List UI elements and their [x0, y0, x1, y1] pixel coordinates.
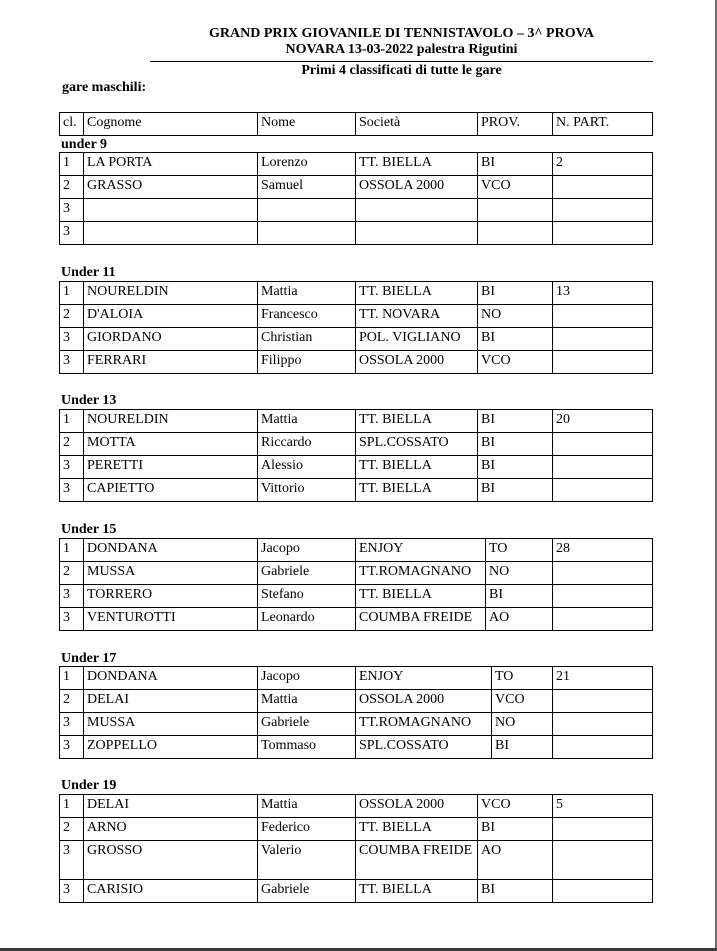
- cell-cognome: TORRERO: [84, 585, 258, 608]
- cell-nome: Riccardo: [258, 433, 356, 456]
- cell-prov: BI: [478, 433, 553, 456]
- column-header-cl: cl.: [60, 113, 84, 136]
- table-row: [60, 222, 653, 245]
- table-row: [60, 585, 653, 608]
- column-header-npart: N. PART.: [553, 113, 653, 136]
- cell-societa: POL. VIGLIANO: [356, 328, 478, 351]
- cell-npart: [553, 841, 653, 880]
- cell-cognome: D'ALOIA: [84, 305, 258, 328]
- cell-npart: [553, 690, 653, 713]
- cell-cl: 2: [60, 176, 84, 199]
- section-title: Under 19: [61, 778, 117, 793]
- cell-npart: 13: [553, 282, 653, 305]
- document-subtitle: NOVARA 13-03-2022 palestra Rigutini: [285, 42, 518, 57]
- cell-prov: TO: [486, 539, 553, 562]
- cell-cognome: MUSSA: [84, 562, 258, 585]
- cell-nome: Lorenzo: [258, 153, 356, 176]
- cell-prov: BI: [486, 585, 553, 608]
- cell-npart: 2: [553, 153, 653, 176]
- cell-nome: Mattia: [258, 282, 356, 305]
- results-table: [59, 666, 653, 759]
- table-row: [60, 456, 653, 479]
- table-row: [60, 479, 653, 502]
- cell-npart: [553, 351, 653, 374]
- cell-societa: OSSOLA 2000: [356, 690, 492, 713]
- cell-nome: Filippo: [258, 351, 356, 374]
- cell-societa: [356, 222, 478, 245]
- section-title: under 9: [61, 137, 108, 152]
- cell-npart: [553, 818, 653, 841]
- cell-npart: 20: [553, 410, 653, 433]
- cell-societa: OSSOLA 2000: [356, 795, 478, 818]
- cell-societa: TT. BIELLA: [356, 456, 478, 479]
- cell-cognome: [84, 222, 258, 245]
- cell-cl: 3: [60, 222, 84, 245]
- cell-cl: 3: [60, 199, 84, 222]
- table-row: [60, 328, 653, 351]
- cell-cognome: [84, 199, 258, 222]
- cell-cl: 1: [60, 153, 84, 176]
- table-row: [60, 199, 653, 222]
- cell-nome: Gabriele: [258, 562, 356, 585]
- cell-nome: Christian: [258, 328, 356, 351]
- results-table: [59, 538, 653, 631]
- cell-npart: [553, 456, 653, 479]
- cell-npart: [553, 479, 653, 502]
- cell-cognome: DELAI: [84, 795, 258, 818]
- cell-cognome: VENTUROTTI: [84, 608, 258, 631]
- table-row: [60, 433, 653, 456]
- section-title: Under 13: [61, 393, 117, 408]
- table-row: [60, 282, 653, 305]
- cell-societa: OSSOLA 2000: [356, 176, 478, 199]
- cell-prov: VCO: [492, 690, 553, 713]
- cell-nome: Gabriele: [258, 880, 356, 903]
- cell-societa: TT. BIELLA: [356, 585, 486, 608]
- cell-npart: [553, 199, 653, 222]
- cell-cognome: DONDANA: [84, 539, 258, 562]
- cell-prov: BI: [478, 153, 553, 176]
- cell-cl: 1: [60, 795, 84, 818]
- cell-societa: TT. BIELLA: [356, 479, 478, 502]
- cell-societa: TT. BIELLA: [356, 153, 478, 176]
- cell-cl: 3: [60, 841, 84, 880]
- cell-npart: 5: [553, 795, 653, 818]
- cell-nome: Alessio: [258, 456, 356, 479]
- results-table: [59, 152, 653, 245]
- cell-nome: Mattia: [258, 795, 356, 818]
- cell-societa: ENJOY: [356, 539, 486, 562]
- table-row: [60, 410, 653, 433]
- cell-prov: BI: [478, 818, 553, 841]
- cell-societa: TT. BIELLA: [356, 410, 478, 433]
- cell-npart: 21: [553, 667, 653, 690]
- cell-cognome: CAPIETTO: [84, 479, 258, 502]
- cell-prov: TO: [492, 667, 553, 690]
- table-row: [60, 562, 653, 585]
- table-row: [60, 795, 653, 818]
- cell-cl: 2: [60, 305, 84, 328]
- cell-nome: Federico: [258, 818, 356, 841]
- cell-cl: 2: [60, 433, 84, 456]
- cell-cl: 2: [60, 562, 84, 585]
- document-title: GRAND PRIX GIOVANILE DI TENNISTAVOLO – 3^ PROVA: [208, 26, 595, 41]
- cell-cognome: GIORDANO: [84, 328, 258, 351]
- table-row: [60, 176, 653, 199]
- cell-npart: [553, 713, 653, 736]
- cell-npart: [553, 305, 653, 328]
- cell-prov: [478, 222, 553, 245]
- column-header-nome: Nome: [258, 113, 356, 136]
- cell-nome: Stefano: [258, 585, 356, 608]
- table-row: [60, 690, 653, 713]
- table-row: [60, 305, 653, 328]
- table-row: [60, 667, 653, 690]
- cell-cl: 3: [60, 328, 84, 351]
- cell-prov: AO: [486, 608, 553, 631]
- cell-prov: BI: [478, 282, 553, 305]
- cell-societa: TT.ROMAGNANO: [356, 713, 492, 736]
- table-row: [60, 736, 653, 759]
- cell-npart: [553, 222, 653, 245]
- results-table: [59, 281, 653, 374]
- column-header-row: [60, 113, 653, 136]
- cell-nome: [258, 222, 356, 245]
- cell-prov: BI: [478, 328, 553, 351]
- table-row: [60, 880, 653, 903]
- cell-cognome: MUSSA: [84, 713, 258, 736]
- cell-cl: 1: [60, 282, 84, 305]
- table-row: [60, 841, 653, 880]
- column-header-societa: Società: [356, 113, 478, 136]
- cell-cl: 3: [60, 479, 84, 502]
- table-row: [60, 608, 653, 631]
- cell-cognome: PERETTI: [84, 456, 258, 479]
- cell-cl: 1: [60, 539, 84, 562]
- cell-societa: TT. NOVARA: [356, 305, 478, 328]
- cell-prov: VCO: [478, 176, 553, 199]
- column-header-prov: PROV.: [478, 113, 553, 136]
- cell-nome: Gabriele: [258, 713, 356, 736]
- cell-cognome: ARNO: [84, 818, 258, 841]
- cell-npart: [553, 328, 653, 351]
- cell-nome: Francesco: [258, 305, 356, 328]
- cell-societa: COUMBA FREIDE: [356, 608, 486, 631]
- results-table: [59, 794, 653, 903]
- cell-npart: [553, 736, 653, 759]
- cell-npart: [553, 880, 653, 903]
- cell-cl: 2: [60, 818, 84, 841]
- cell-nome: Jacopo: [258, 667, 356, 690]
- table-row: [60, 818, 653, 841]
- cell-societa: ENJOY: [356, 667, 492, 690]
- column-header-table: [59, 112, 653, 136]
- cell-cognome: DELAI: [84, 690, 258, 713]
- gare-label: gare maschili:: [62, 80, 147, 95]
- cell-prov: BI: [478, 410, 553, 433]
- cell-prov: BI: [492, 736, 553, 759]
- cell-cl: 2: [60, 690, 84, 713]
- cell-nome: Mattia: [258, 410, 356, 433]
- cell-cl: 3: [60, 351, 84, 374]
- cell-societa: TT. BIELLA: [356, 818, 478, 841]
- cell-nome: Jacopo: [258, 539, 356, 562]
- cell-cl: 3: [60, 608, 84, 631]
- cell-societa: TT. BIELLA: [356, 880, 478, 903]
- cell-nome: Samuel: [258, 176, 356, 199]
- section-title: Under 15: [61, 522, 117, 537]
- cell-nome: Mattia: [258, 690, 356, 713]
- cell-cognome: ZOPPELLO: [84, 736, 258, 759]
- cell-societa: SPL.COSSATO: [356, 433, 478, 456]
- table-row: [60, 539, 653, 562]
- cell-societa: TT. BIELLA: [356, 282, 478, 305]
- cell-societa: SPL.COSSATO: [356, 736, 492, 759]
- cell-cognome: GROSSO: [84, 841, 258, 880]
- table-row: [60, 351, 653, 374]
- cell-cognome: FERRARI: [84, 351, 258, 374]
- cell-npart: [553, 608, 653, 631]
- cell-cl: 3: [60, 585, 84, 608]
- cell-prov: NO: [478, 305, 553, 328]
- title-rule: [150, 61, 653, 62]
- cell-cl: 3: [60, 880, 84, 903]
- cell-npart: [553, 433, 653, 456]
- section-title: Under 17: [61, 651, 117, 666]
- cell-prov: VCO: [478, 795, 553, 818]
- cell-societa: COUMBA FREIDE: [356, 841, 478, 880]
- column-header-cognome: Cognome: [84, 113, 258, 136]
- cell-nome: Leonardo: [258, 608, 356, 631]
- cell-cl: 1: [60, 410, 84, 433]
- cell-prov: BI: [478, 880, 553, 903]
- table-row: [60, 713, 653, 736]
- cell-npart: [553, 585, 653, 608]
- cell-nome: Valerio: [258, 841, 356, 880]
- cell-prov: NO: [486, 562, 553, 585]
- cell-cognome: CARISIO: [84, 880, 258, 903]
- cell-npart: [553, 562, 653, 585]
- cell-cl: 1: [60, 667, 84, 690]
- document-caption: Primi 4 classificati di tutte le gare: [301, 63, 502, 78]
- cell-prov: AO: [478, 841, 553, 880]
- cell-prov: VCO: [478, 351, 553, 374]
- cell-prov: BI: [478, 456, 553, 479]
- cell-cognome: LA PORTA: [84, 153, 258, 176]
- table-row: [60, 153, 653, 176]
- cell-nome: [258, 199, 356, 222]
- cell-societa: TT.ROMAGNANO: [356, 562, 486, 585]
- cell-cl: 3: [60, 736, 84, 759]
- cell-prov: [478, 199, 553, 222]
- cell-prov: NO: [492, 713, 553, 736]
- cell-nome: Tommaso: [258, 736, 356, 759]
- cell-prov: BI: [478, 479, 553, 502]
- cell-societa: OSSOLA 2000: [356, 351, 478, 374]
- cell-cognome: MOTTA: [84, 433, 258, 456]
- cell-cognome: DONDANA: [84, 667, 258, 690]
- section-title: Under 11: [61, 265, 116, 280]
- cell-npart: 28: [553, 539, 653, 562]
- cell-cl: 3: [60, 713, 84, 736]
- cell-cognome: GRASSO: [84, 176, 258, 199]
- cell-societa: [356, 199, 478, 222]
- cell-cognome: NOURELDIN: [84, 282, 258, 305]
- cell-npart: [553, 176, 653, 199]
- cell-cl: 3: [60, 456, 84, 479]
- cell-nome: Vittorio: [258, 479, 356, 502]
- cell-cognome: NOURELDIN: [84, 410, 258, 433]
- results-table: [59, 409, 653, 502]
